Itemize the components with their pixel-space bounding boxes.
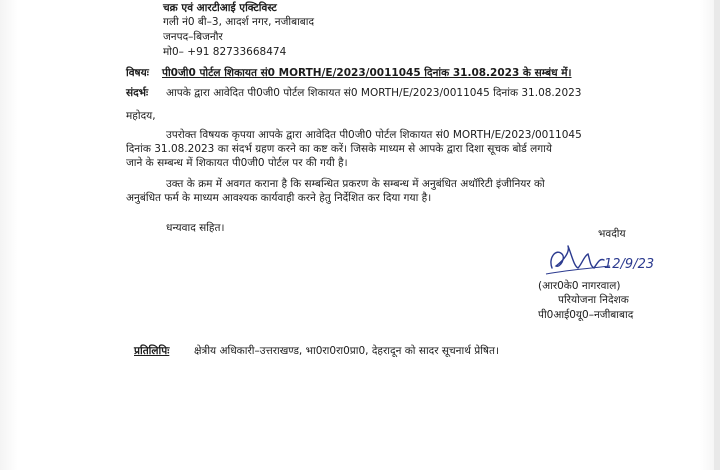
body-para1-line3: जाने के सम्बन्ध में शिकायत पी0जी0 पोर्टल पर की गयी है। — [126, 157, 348, 169]
reference-text: आपके द्वारा आवेदित पी0जी0 पोर्टल शिकायत सं0 MORTH/E/2023/0011045 दिनांक 31.08.2023 — [166, 87, 582, 99]
salutation: महोदय, — [126, 110, 156, 122]
body-para1-line2: दिनांक 31.08.2023 का संदर्भ ग्रहण करने का कष्ट करें। जिसके माध्यम से आपके द्वारा दिशा सूचक बोर्ड लगाये — [126, 143, 552, 155]
sender-org: चक्र एवं आरटीआई एक्टिविस्ट — [163, 2, 277, 14]
body-para1-line1: उपरोक्त विषयक कृपया आपके द्वारा आवेदित पी0जी0 पोर्टल शिकायत सं0 MORTH/E/2023/0011045 — [166, 129, 582, 141]
body-para2-line2: अनुबंधित फर्म के माध्यम आवश्यक कार्यवाही करने हेतु निर्देशित कर दिया गया है। — [126, 192, 432, 204]
cc-label: प्रतिलिपिः — [134, 345, 170, 357]
subject-text: पी0जी0 पोर्टल शिकायत सं0 MORTH/E/2023/0011045 दिनांक 31.08.2023 के सम्बंध में। — [162, 67, 572, 79]
sender-address-line1: गली नं0 बी–3, आदर्श नगर, नजीबाबाद — [163, 16, 315, 28]
signatory-office: पी0आई0यू0–नजीबाबाद — [538, 309, 634, 321]
page-edge-shadow — [714, 0, 720, 470]
body-para2-line1: उक्त के क्रम में अवगत कराना है कि सम्बन्धित प्रकरण के सम्बन्ध में अनुबंधित अथॉरिटी इंजीनियर को — [166, 178, 545, 190]
closing-yours: भवदीय — [598, 228, 626, 240]
sender-mobile: मो0– +91 82733668474 — [163, 46, 287, 58]
signature-date: 12/9/23 — [604, 257, 655, 272]
cc-text: क्षेत्रीय अधिकारी–उत्तराखण्ड, भा0रा0रा0प्रा0, देहरादून को सादर सूचनार्थ प्रेषित। — [194, 345, 499, 357]
reference-label: संदर्भः — [126, 87, 149, 99]
signature-image — [538, 238, 668, 282]
signatory-designation: परियोजना निदेशक — [558, 294, 629, 306]
thanks-line: धन्यवाद सहित। — [166, 222, 225, 234]
subject-label: विषयः — [126, 67, 149, 79]
signatory-name: (आर0के0 नागरवाल) — [538, 280, 621, 292]
sender-address-line2: जनपद–बिजनौर — [163, 31, 223, 43]
